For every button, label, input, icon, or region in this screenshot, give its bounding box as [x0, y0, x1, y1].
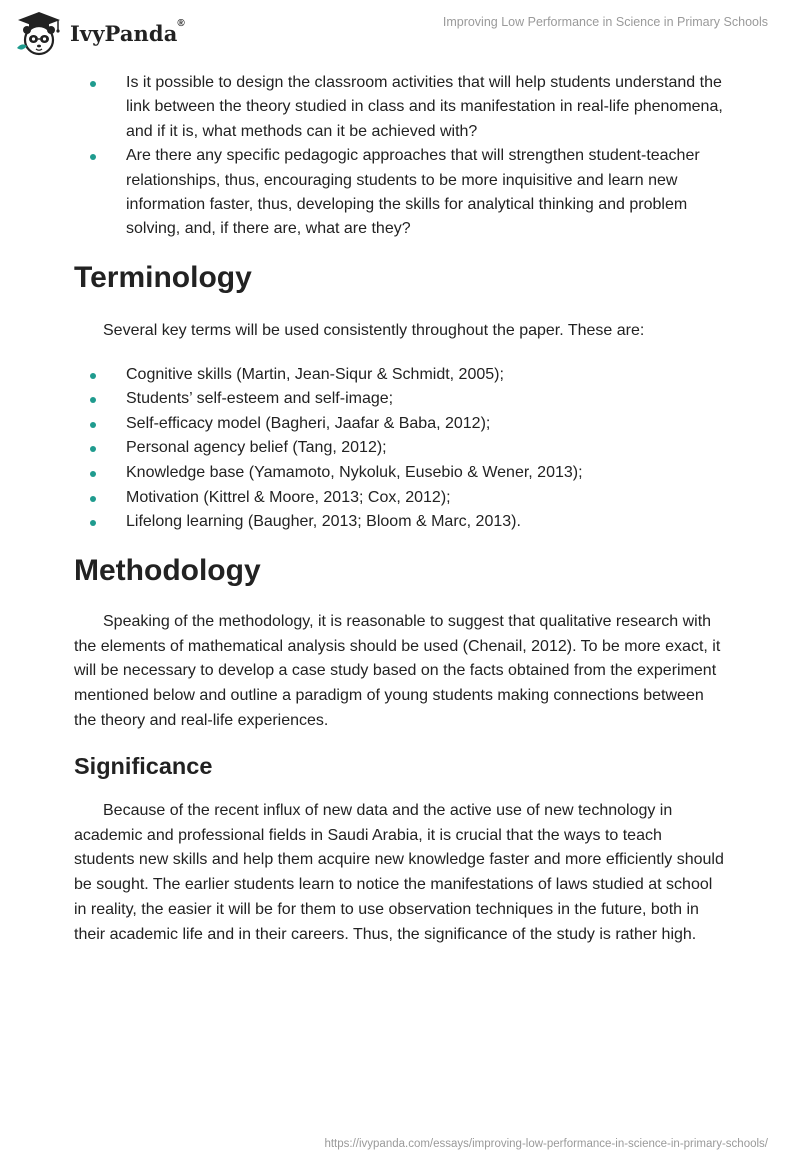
terminology-heading: Terminology: [74, 260, 252, 294]
terms-list: [74, 363, 724, 535]
list-item: Are there any specific pedagogic approaches that will strengthen student-teacher relationships, thus, encouraging students to be more inquisitive and learn new information faster, thus, developing the skills for analytical thinking and problem solving, and, if there are, what are they?: [74, 144, 724, 242]
terminology-intro: Several key terms will be used consistently throughout the paper. These are:: [103, 321, 645, 339]
research-questions-list: [74, 71, 724, 242]
list-item: Knowledge base (Yamamoto, Nykoluk, Eusebio & Wener, 2013);: [74, 461, 724, 486]
document-title: Improving Low Performance in Science in Primary Schools: [442, 15, 768, 29]
list-item: Personal agency belief (Tang, 2012);: [74, 436, 724, 461]
methodology-paragraph: Speaking of the methodology, it is reasonable to suggest that qualitative research with the elements of mathematical analysis should be used (Chenail, 2012). To be more exact, it will be necessary to develop a case study based on the facts obtained from the experiment mentioned below and outline a paradigm of young students making connections between the theory and real-life experiences.: [74, 612, 721, 729]
list-item: Self-efficacy model (Bagheri, Jaafar & Baba, 2012);: [74, 412, 724, 437]
logo-text: IvyPanda®: [70, 17, 185, 46]
page-header: [0, 0, 800, 62]
list-item: Lifelong learning (Baugher, 2013; Bloom & Marc, 2013).: [74, 510, 724, 535]
methodology-heading: Methodology: [74, 553, 261, 587]
essay-content: [74, 70, 724, 948]
registered-mark: ®: [177, 17, 185, 29]
panda-graduate-icon: [14, 8, 64, 58]
significance-paragraph: Because of the recent influx of new data and the active use of new technology in academic and professional fields in Saudi Arabia, it is crucial that the ways to teach students new skills and help them acquire new knowledge faster and more efficiently should be sought. The earlier students learn to notice the manifestations of laws studied at school in reality, the easier it will be for them to use observation techniques in the future, both in their academic life and in their careers. Thus, the significance of the study is rather high.: [74, 801, 724, 943]
list-item: Students’ self-esteem and self-image;: [74, 387, 724, 412]
list-item: Is it possible to design the classroom activities that will help students understand the link between the theory studied in class and its manifestation in real-life phenomena, and if it is, what methods can it be achieved with?: [74, 71, 724, 144]
source-url[interactable]: https://ivypanda.com/essays/improving-low-performance-in-science-in-primary-schools/: [324, 1138, 768, 1150]
list-item: Motivation (Kittrel & Moore, 2013; Cox, 2012);: [74, 486, 724, 511]
significance-heading: Significance: [74, 752, 213, 779]
list-item: Cognitive skills (Martin, Jean-Siqur & Schmidt, 2005);: [74, 363, 724, 388]
logo[interactable]: [14, 8, 185, 58]
